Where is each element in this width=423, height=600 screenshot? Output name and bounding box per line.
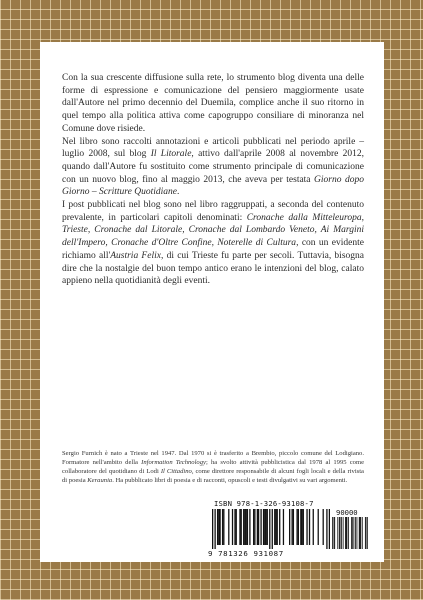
blurb-text: , attivo dall'aprile 2008 al novembre 2012, quando dall'Autore fu sostituito come strumento principale di comunicazione con un nuovo blog, fino al maggio 2013, che aveva per testata <box>62 149 364 185</box>
barcode-bar <box>234 509 235 545</box>
addon-bar <box>365 517 366 549</box>
bio-italic: Il Cittadino <box>160 468 192 476</box>
text-panel <box>40 42 384 562</box>
addon-bar <box>352 517 353 549</box>
barcode-bar <box>309 509 310 545</box>
addon-bar <box>367 517 368 549</box>
blurb-text: , di cui Trieste fu parte per secoli. Tuttavia, bisogna dire che la nostalgie del buon tempo antico erano le intenzioni del blog, calato appieno nella quotidianità degli eventi. <box>62 250 364 287</box>
blog-title: Il Litorale <box>150 149 192 160</box>
barcode-bar <box>265 509 266 545</box>
barcode-bar <box>269 509 270 549</box>
barcode-bar <box>260 509 261 545</box>
barcode-bar <box>249 509 250 545</box>
bio-text: , come direttore responsabile di alcuni fogli locali e della rivista di poesia <box>62 468 364 485</box>
price-addon-label: 90000 <box>336 508 358 517</box>
addon-bar <box>355 517 356 549</box>
barcode-bar <box>253 509 254 545</box>
blurb-text: . <box>176 187 180 198</box>
addon-bar <box>341 517 342 549</box>
barcode-bar <box>326 509 327 549</box>
blurb-text: I post pubblicati nel blog sono nel libro raggruppati, a seconda del contenuto prevalente, in particolari capitoli denominati: <box>62 200 364 223</box>
barcode-bar <box>291 509 292 545</box>
barcode-bar <box>241 509 242 545</box>
blurb-text: Nel libro sono raccolti annotazioni e articoli pubblicati nel periodo aprile – luglio 2008, sul blog <box>62 136 364 160</box>
addon-bar <box>347 517 348 549</box>
chapter-titles: Cronache dalla Mitteleuropa, Trieste, Cronache dal Litorale, Cronache dal Lombardo Veneto, Ai Margini dell'Impero, Cronache d'Oltre Confine, Noterelle di Cultura <box>62 212 364 249</box>
addon-bar <box>337 517 338 549</box>
addon-bar <box>340 517 341 549</box>
barcode-bar <box>214 509 215 549</box>
barcode-bar <box>254 509 255 545</box>
addon-bar <box>345 517 346 549</box>
bio-text: Sergio Furnich è nato a Trieste nel 1947. Dal 1970 si è trasferito a Brembio, piccolo comune del Lodigiano. Formatore nell'ambito della <box>62 450 364 467</box>
barcode-bar <box>277 509 278 545</box>
barcode-bar <box>223 509 224 545</box>
addon-bar <box>366 517 367 549</box>
isbn-barcode <box>208 498 372 560</box>
addon-bar <box>334 517 335 549</box>
barcode-bar <box>228 509 229 545</box>
blurb-text: Con la sua crescente diffusione sulla rete, lo strumento blog diventa una delle forme di espressione e comunicazione del pensiero maggiormente usate dall'Autore nel primo decennio del Duemila, complice anche il suo ritorno in quel tempo alla politica attiva come capogruppo consiliare di minoranza nel Comune dove risiede. <box>62 73 364 134</box>
barcode-bar <box>244 509 245 545</box>
barcode-bar <box>303 509 304 545</box>
blurb-text: , con un evidente richiamo all' <box>62 238 364 261</box>
barcode-bar <box>222 509 223 545</box>
addon-bar <box>351 517 352 549</box>
barcode-bar <box>313 509 314 545</box>
bio-text: . Ha pubblicato libri di poesia e di racconti, opuscoli e testi divulgativi su vari argomenti. <box>112 477 348 485</box>
barcode-bar <box>243 509 244 545</box>
barcode-bar <box>293 509 294 545</box>
addon-bar <box>353 517 354 549</box>
barcode-bar <box>329 509 330 549</box>
blog-title: Giorno dopo Giorno – Scritture Quotidiane <box>62 174 364 198</box>
author-bio <box>62 449 364 485</box>
barcode-bar <box>298 509 299 545</box>
barcode-bar <box>264 509 265 545</box>
barcode-bar <box>318 509 319 545</box>
barcode-bar <box>257 509 258 545</box>
barcode-digits: 9 781326 931087 <box>208 549 284 558</box>
ean13-barcode-bars <box>212 509 330 549</box>
addon-bar <box>332 517 333 549</box>
barcode-bar <box>274 509 275 545</box>
addon-bar <box>359 517 360 549</box>
barcode-bar <box>323 509 324 545</box>
barcode-bar <box>258 509 259 545</box>
barcode-bar <box>275 509 276 545</box>
barcode-bar <box>246 509 247 545</box>
barcode-bar <box>300 509 301 545</box>
barcode-bar <box>212 509 213 549</box>
blurb-paragraph-3 <box>62 199 364 288</box>
barcode-bar <box>247 509 248 545</box>
barcode-bar <box>296 509 297 545</box>
barcode-bar <box>219 509 220 545</box>
barcode-bar <box>279 509 280 545</box>
isbn-label: ISBN 978-1-326-93108-7 <box>214 499 314 508</box>
blurb-paragraph-2 <box>62 136 364 200</box>
addon-bar <box>360 517 361 549</box>
bio-text: ; ha svolto attività pubblicistica dal 1978 al 1995 come collaboratore del quotidiano di Lodi <box>62 459 365 476</box>
book-blurb <box>62 72 364 288</box>
addon-bar <box>360 517 361 549</box>
addon-bar <box>362 517 363 549</box>
addon-bar <box>334 517 335 549</box>
addon-bar <box>339 517 340 549</box>
barcode-bar <box>236 509 237 545</box>
blurb-paragraph-1 <box>62 72 364 136</box>
barcode-bar <box>232 509 233 545</box>
barcode-bar <box>289 509 290 545</box>
addon-bar <box>343 517 344 549</box>
barcode-bar <box>283 509 284 545</box>
addon-bar <box>348 517 349 549</box>
austria-felix: Austria Felix <box>110 250 161 261</box>
barcode-bar <box>217 509 218 545</box>
addon-bar <box>346 517 347 549</box>
barcode-bar <box>267 509 268 545</box>
barcode-bar <box>263 509 264 545</box>
barcode-bar <box>306 509 307 545</box>
addon-bar <box>357 517 358 549</box>
barcode-bar <box>272 509 273 549</box>
addon-barcode-bars <box>332 517 368 549</box>
barcode-bar <box>239 509 240 545</box>
bio-italic: Information Technology <box>141 459 206 467</box>
bio-italic: Keraunia <box>87 477 113 485</box>
barcode-bar <box>218 509 219 545</box>
barcode-bar <box>301 509 302 545</box>
